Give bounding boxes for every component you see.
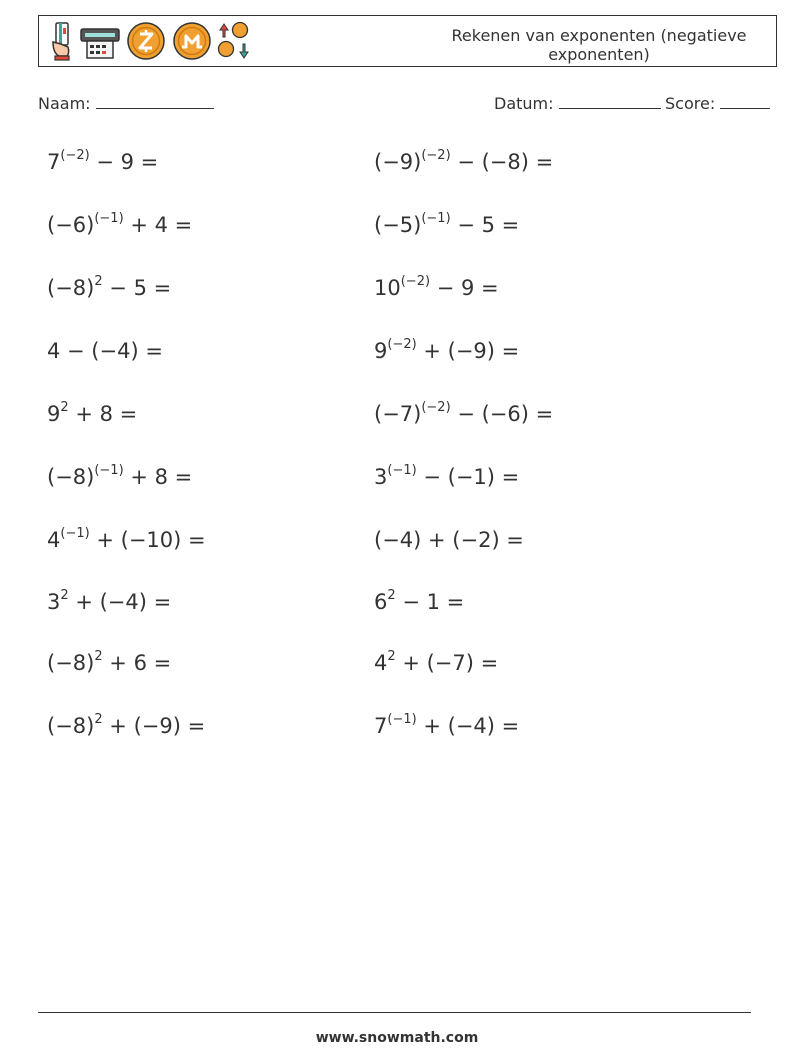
problem-6	[374, 276, 499, 300]
problem-base: (−8)	[47, 465, 95, 489]
problem-base: (−8)	[47, 651, 95, 675]
coin-exchange-icon	[217, 20, 251, 62]
header-icons	[47, 20, 251, 62]
problem-15	[47, 590, 171, 614]
footer-url: www.snowmath.com	[315, 1030, 479, 1046]
date-label: Datum:	[494, 94, 554, 113]
problem-operation: + 8 =	[123, 465, 193, 489]
problem-exponent: (−2)	[400, 274, 431, 289]
problem-base: (−5)	[374, 213, 422, 237]
problem-4	[374, 213, 519, 237]
problem-base: 4 − (−4) =	[47, 339, 163, 363]
problem-exponent: (−2)	[421, 148, 451, 163]
problem-base: 4	[374, 651, 388, 675]
problem-operation: − 1 =	[395, 590, 465, 614]
problem-base: (−9)	[374, 150, 422, 174]
date-field[interactable]	[494, 94, 661, 113]
problem-base: 7	[374, 714, 388, 738]
problem-operation: − (−6) =	[450, 402, 554, 426]
problem-base: (−7)	[374, 402, 422, 426]
problem-base: (−8)	[47, 276, 95, 300]
card-payment-icon	[47, 20, 75, 62]
problem-operation: + (−4) =	[416, 714, 520, 738]
score-field[interactable]	[665, 94, 770, 113]
name-field[interactable]	[38, 94, 214, 113]
problem-base: 3	[374, 465, 388, 489]
problem-exponent: (−2)	[387, 337, 417, 352]
problem-exponent: (−1)	[387, 712, 417, 727]
monero-coin-icon	[171, 20, 213, 62]
worksheet-title: Rekenen van exponenten (negatieve exponenten)	[451, 26, 747, 64]
problem-operation: − (−1) =	[416, 465, 520, 489]
problem-12	[374, 465, 519, 489]
problem-base: (−4) + (−2) =	[374, 528, 524, 552]
score-blank-line[interactable]	[720, 94, 770, 109]
problem-operation: + (−7) =	[395, 651, 499, 675]
problem-8	[374, 339, 519, 363]
worksheet-header	[38, 15, 777, 67]
name-blank-line[interactable]	[96, 94, 214, 109]
problem-3	[47, 213, 192, 237]
footer-divider	[38, 1012, 751, 1013]
problem-exponent: 2	[60, 400, 69, 415]
problem-exponent: (−1)	[94, 211, 124, 226]
problem-exponent: (−2)	[421, 400, 451, 415]
problem-base: (−6)	[47, 213, 95, 237]
problem-operation: + 6 =	[102, 651, 172, 675]
problem-operation: − 5 =	[102, 276, 172, 300]
problem-10	[374, 402, 553, 426]
problem-9	[47, 402, 137, 426]
problem-base: (−8)	[47, 714, 95, 738]
problem-base: 10	[374, 276, 401, 300]
problem-operation: − 9 =	[430, 276, 499, 300]
problem-13	[47, 528, 206, 552]
problem-exponent: (−1)	[387, 463, 417, 478]
problem-operation: + (−9) =	[416, 339, 520, 363]
problem-exponent: 2	[94, 274, 103, 289]
problem-18	[374, 651, 498, 675]
problem-operation: − 5 =	[450, 213, 520, 237]
problem-14	[374, 528, 524, 552]
problem-operation: + 4 =	[123, 213, 193, 237]
problem-base: 4	[47, 528, 61, 552]
problem-5	[47, 276, 171, 300]
problem-operation: + 8 =	[68, 402, 138, 426]
problem-17	[47, 651, 171, 675]
problem-exponent: 2	[60, 588, 69, 603]
score-label: Score:	[665, 94, 716, 113]
problem-exponent: (−1)	[421, 211, 451, 226]
problem-exponent: (−2)	[60, 148, 90, 163]
problem-exponent: 2	[94, 649, 103, 664]
zcash-coin-icon	[125, 20, 167, 62]
problem-exponent: 2	[387, 649, 396, 664]
problem-exponent: 2	[387, 588, 396, 603]
date-blank-line[interactable]	[559, 94, 661, 109]
problem-operation: − (−8) =	[450, 150, 554, 174]
problem-exponent: (−1)	[94, 463, 124, 478]
problem-base: 7	[47, 150, 61, 174]
problem-exponent: 2	[94, 712, 103, 727]
name-label: Naam:	[38, 94, 91, 113]
atm-machine-icon	[79, 20, 121, 62]
problem-11	[47, 465, 192, 489]
problem-16	[374, 590, 464, 614]
problem-base: 9	[47, 402, 61, 426]
problem-base: 6	[374, 590, 388, 614]
problem-20	[374, 714, 519, 738]
problem-base: 3	[47, 590, 61, 614]
problem-exponent: (−1)	[60, 526, 90, 541]
problem-1	[47, 150, 158, 174]
problem-2	[374, 150, 553, 174]
problem-7	[47, 339, 163, 363]
problem-operation: + (−4) =	[68, 590, 172, 614]
problem-operation: − 9 =	[89, 150, 159, 174]
problem-base: 9	[374, 339, 388, 363]
problem-operation: + (−9) =	[102, 714, 206, 738]
problem-operation: + (−10) =	[89, 528, 206, 552]
problem-19	[47, 714, 205, 738]
